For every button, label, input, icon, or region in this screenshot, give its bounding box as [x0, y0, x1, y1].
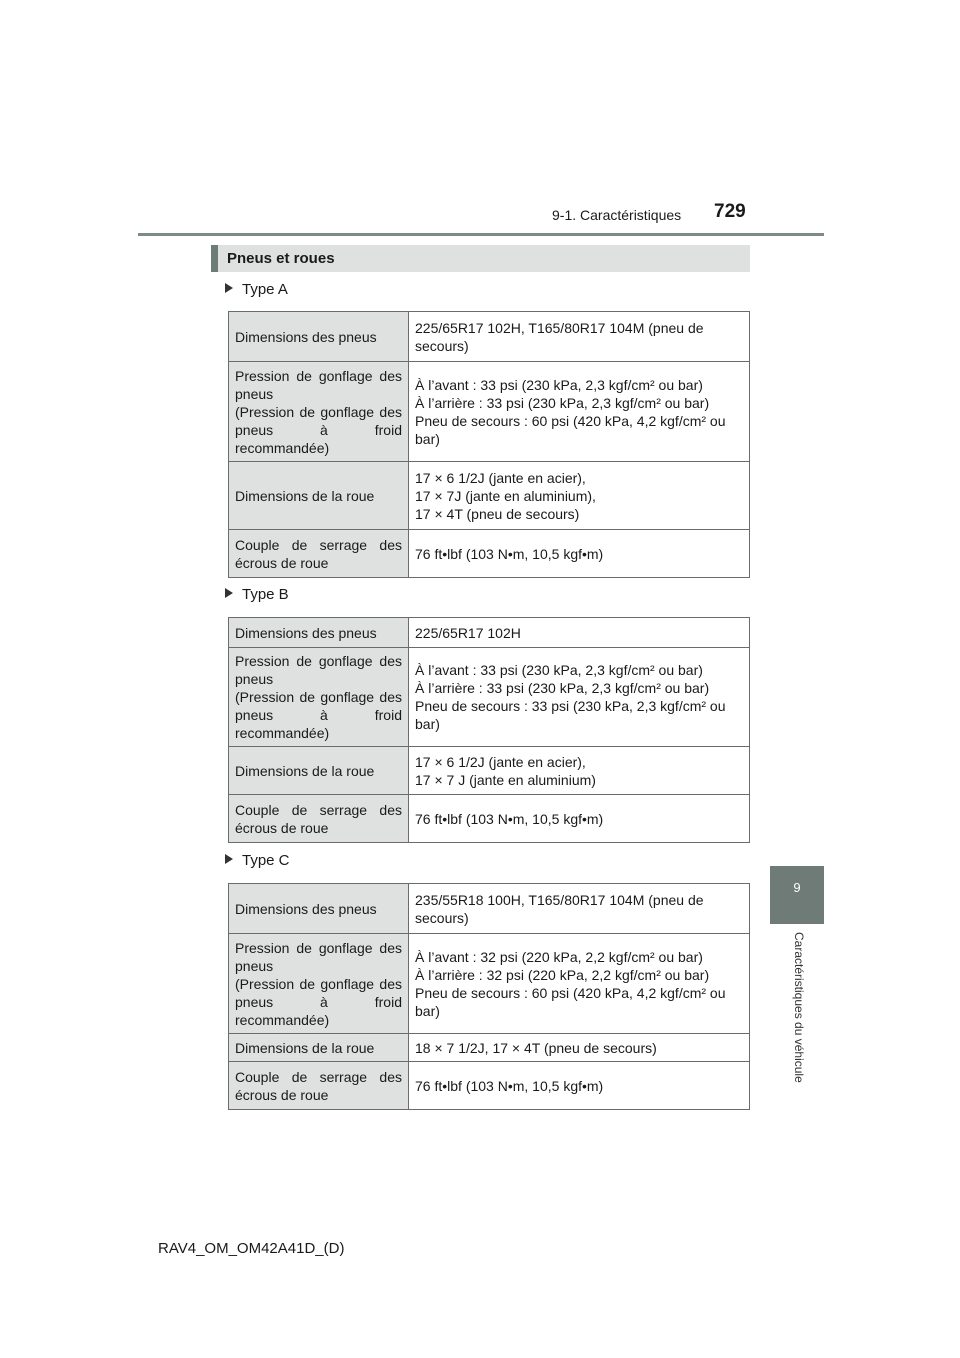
triangle-bullet-icon — [225, 283, 233, 293]
section-title: Pneus et roues — [211, 245, 750, 272]
row-key — [229, 530, 409, 578]
header-rule — [138, 233, 824, 236]
row-value — [409, 618, 750, 648]
cell-line: 17 × 4T (pneu de secours) — [415, 505, 580, 522]
row-key — [229, 884, 409, 934]
row-key — [229, 362, 409, 462]
cell-line: Pneu de secours : 60 psi (420 kPa, 4,2 kgf/cm² ou bar) — [415, 984, 726, 1019]
cell-line: Dimensions des pneus — [235, 328, 377, 345]
cell-line: Dimensions de la roue — [235, 762, 375, 779]
chapter-side-label: Caractéristiques du véhicule — [792, 932, 806, 1083]
table-row — [229, 362, 750, 462]
row-key — [229, 934, 409, 1034]
table-row — [229, 312, 750, 362]
cell-line: Dimensions de la roue — [235, 487, 375, 504]
chapter-number: 9 — [793, 880, 801, 895]
triangle-bullet-icon — [225, 854, 233, 864]
table-row — [229, 1062, 750, 1110]
table-row — [229, 884, 750, 934]
row-key — [229, 795, 409, 843]
cell-line: Pression de gonflage des pneus — [235, 653, 402, 687]
chapter-tab — [770, 866, 824, 924]
cell-line: 17 × 6 1/2J (jante en acier), — [415, 753, 586, 770]
spec-table-type-a — [228, 311, 750, 578]
row-key — [229, 462, 409, 530]
cell-line: 17 × 7J (jante en aluminium), — [415, 487, 596, 504]
table-row — [229, 618, 750, 648]
cell-line: Couple de serrage des écrous de roue — [235, 801, 402, 836]
type-label-text: Type B — [242, 586, 289, 603]
row-value — [409, 530, 750, 578]
type-c-label — [225, 852, 290, 869]
cell-line: Dimensions des pneus — [235, 900, 377, 917]
row-key — [229, 747, 409, 795]
row-key — [229, 1062, 409, 1110]
cell-line: À l’arrière : 33 psi (230 kPa, 2,3 kgf/cm² ou bar) — [415, 394, 710, 411]
cell-line: 235/55R18 100H, T165/80R17 104M (pneu de secours) — [415, 891, 704, 926]
table-row — [229, 462, 750, 530]
type-b-label — [225, 586, 289, 603]
row-value — [409, 648, 750, 747]
row-key — [229, 312, 409, 362]
table-row — [229, 530, 750, 578]
type-a-label — [225, 281, 288, 298]
cell-line: Pneu de secours : 60 psi (420 kPa, 4,2 kgf/cm² ou bar) — [415, 412, 726, 447]
cell-line: (Pression de gonflage des pneus à froid recommandée) — [235, 975, 402, 1028]
cell-line: Dimensions de la roue — [235, 1039, 375, 1056]
table-row — [229, 747, 750, 795]
row-value — [409, 1062, 750, 1110]
row-value — [409, 312, 750, 362]
spec-table-type-c — [228, 883, 750, 1110]
document-code-footer: RAV4_OM_OM42A41D_(D) — [158, 1240, 345, 1257]
table-row — [229, 795, 750, 843]
cell-line: Couple de serrage des écrous de roue — [235, 1068, 402, 1103]
row-value — [409, 795, 750, 843]
cell-line: 76 ft•lbf (103 N•m, 10,5 kgf•m) — [415, 545, 604, 562]
row-value — [409, 934, 750, 1034]
cell-line: À l’avant : 33 psi (230 kPa, 2,3 kgf/cm² ou bar) — [415, 376, 703, 393]
row-value — [409, 362, 750, 462]
table-row — [229, 648, 750, 747]
cell-line: À l’avant : 33 psi (230 kPa, 2,3 kgf/cm² ou bar) — [415, 662, 703, 678]
row-value — [409, 462, 750, 530]
type-label-text: Type C — [242, 852, 290, 869]
triangle-bullet-icon — [225, 588, 233, 598]
cell-line: Pression de gonflage des pneus — [235, 939, 402, 974]
type-label-text: Type A — [242, 281, 288, 298]
row-key — [229, 618, 409, 648]
row-value — [409, 884, 750, 934]
cell-line: Couple de serrage des écrous de roue — [235, 536, 402, 571]
running-header-section: 9-1. Caractéristiques — [552, 207, 682, 223]
cell-line: Pression de gonflage des pneus — [235, 367, 402, 402]
row-value — [409, 1034, 750, 1062]
cell-line: 225/65R17 102H, T165/80R17 104M (pneu de secours) — [415, 319, 704, 354]
table-row — [229, 1034, 750, 1062]
cell-line: 18 × 7 1/2J, 17 × 4T (pneu de secours) — [415, 1039, 657, 1056]
cell-line: 76 ft•lbf (103 N•m, 10,5 kgf•m) — [415, 1077, 604, 1094]
cell-line: 76 ft•lbf (103 N•m, 10,5 kgf•m) — [415, 810, 604, 827]
cell-line: 17 × 6 1/2J (jante en acier), — [415, 469, 586, 486]
cell-line: À l’avant : 32 psi (220 kPa, 2,2 kgf/cm² ou bar) — [415, 948, 703, 965]
row-key — [229, 1034, 409, 1062]
page-number: 729 — [714, 201, 746, 222]
spec-table-type-b — [228, 617, 750, 843]
cell-line: 17 × 7 J (jante en aluminium) — [415, 771, 596, 788]
cell-line: Pneu de secours : 33 psi (230 kPa, 2,3 kgf/cm² ou bar) — [415, 698, 726, 732]
cell-line: (Pression de gonflage des pneus à froid recommandée) — [235, 689, 402, 741]
cell-line: (Pression de gonflage des pneus à froid recommandée) — [235, 403, 402, 456]
cell-line: À l’arrière : 33 psi (230 kPa, 2,3 kgf/cm² ou bar) — [415, 680, 710, 696]
cell-line: À l’arrière : 32 psi (220 kPa, 2,2 kgf/cm² ou bar) — [415, 966, 710, 983]
row-value — [409, 747, 750, 795]
row-key — [229, 648, 409, 747]
cell-line: Dimensions des pneus — [235, 624, 377, 641]
table-row — [229, 934, 750, 1034]
cell-line: 225/65R17 102H — [415, 624, 521, 641]
